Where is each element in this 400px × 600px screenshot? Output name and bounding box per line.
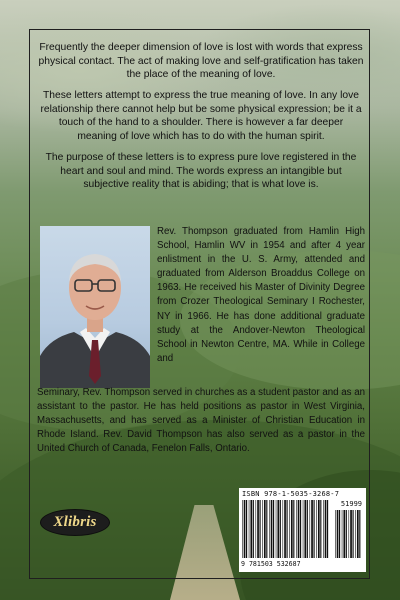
barcode-bar: [304, 500, 306, 558]
barcode-bar: [293, 500, 294, 558]
barcode-bar: [357, 510, 359, 558]
price-addon-bars: [335, 510, 362, 560]
xlibris-logo: [40, 509, 110, 536]
barcode-bar: [327, 500, 328, 558]
barcode-bar: [283, 500, 284, 558]
barcode-bar: [349, 510, 350, 558]
barcode-bar: [325, 500, 327, 558]
barcode-bar: [298, 500, 300, 558]
ean-barcode-bars: [242, 500, 330, 560]
barcode-bar: [277, 500, 279, 558]
barcode-bar: [262, 500, 263, 558]
isbn-number: ISBN 978-1-5035-3268-7: [242, 490, 340, 498]
barcode-bar: [276, 500, 277, 558]
isbn-barcode: [239, 488, 366, 572]
barcode-bar: [320, 500, 321, 558]
barcode-bar: [256, 500, 257, 558]
barcode-bar: [359, 510, 360, 558]
blurb-paragraph-2: These letters attempt to express the true meaning of love. In any love relationship there cannot help but be some physical expression; be it a touch of the hand to a shoulder. There is however a far deeper meaning of love which has to do with the human spirit.: [40, 90, 362, 142]
barcode-bar: [264, 500, 266, 558]
barcode-bar: [335, 510, 336, 558]
price-code: 51999: [340, 500, 362, 508]
barcode-bar: [318, 500, 320, 558]
author-photo: [40, 226, 150, 388]
barcode-bar: [253, 500, 254, 558]
author-portrait-illustration: [40, 226, 150, 388]
barcode-bar: [287, 500, 288, 558]
blurb-paragraph-3: The purpose of these letters is to express pure love registered in the heart and soul and mind. The words express an intangible but subjective reality that is abiding; that is what love is.: [45, 152, 357, 190]
barcode-bar: [323, 500, 324, 558]
ean-digits: 9 781503 532687: [241, 560, 301, 568]
barcode-bar: [257, 500, 259, 558]
author-bio-beside-photo: Rev. Thompson graduated from Hamlin High School, Hamlin WV in 1954 and after 4 year enlistment in the U. S. Army, attended and graduated from Alderson Broaddus College on 1963. He received his Master of Divinity Degree from Crozer Theological Seminary I Rochester, NY in 1966. He has done additional graduate study at the Andover-Newton Theological School in Newton Centre, MA. While in College and: [157, 226, 365, 364]
barcode-bar: [307, 500, 308, 558]
barcode-bar: [314, 500, 315, 558]
barcode-bar: [337, 510, 339, 558]
barcode-bar: [280, 500, 281, 558]
barcode-bar: [242, 500, 243, 558]
barcode-bar: [284, 500, 286, 558]
barcode-bar: [260, 500, 261, 558]
barcode-bar: [350, 510, 352, 558]
barcode-bar: [310, 500, 311, 558]
barcode-bar: [250, 500, 252, 558]
publisher-logo-text: Xlibris: [53, 514, 97, 530]
barcode-bar: [316, 500, 317, 558]
blurb-paragraph-1: Frequently the deeper dimension of love is lost with words that express physical contact. The act of making love and self-gratification has taken the place of the meaning of love.: [38, 42, 364, 80]
barcode-bar: [269, 500, 270, 558]
barcode-bar: [244, 500, 246, 558]
barcode-bar: [342, 510, 343, 558]
barcode-bar: [300, 500, 301, 558]
barcode-bar: [249, 500, 250, 558]
barcode-bar: [246, 500, 247, 558]
barcode-bar: [353, 510, 354, 558]
barcode-bar: [343, 510, 345, 558]
barcode-bar: [273, 500, 274, 558]
barcode-bar: [355, 510, 356, 558]
barcode-bar: [311, 500, 313, 558]
barcode-bar: [289, 500, 290, 558]
barcode-bar: [346, 510, 347, 558]
barcode-bar: [291, 500, 293, 558]
barcode-bar: [266, 500, 267, 558]
barcode-bar: [271, 500, 273, 558]
author-bio-continued: Seminary, Rev. Thompson served in churches as a student pastor and as an assistant to the pastor. He has held positions as pastor in West Virginia, Massachusetts, and has served as a Minister of Christian Education in Rhode Island. Rev. David Thompson has also served as a pastor in the United Church of Canada, Fenelon Falls, Ontario.: [37, 387, 365, 455]
barcode-bar: [339, 510, 340, 558]
barcode-bar: [296, 500, 297, 558]
barcode-bar: [303, 500, 304, 558]
